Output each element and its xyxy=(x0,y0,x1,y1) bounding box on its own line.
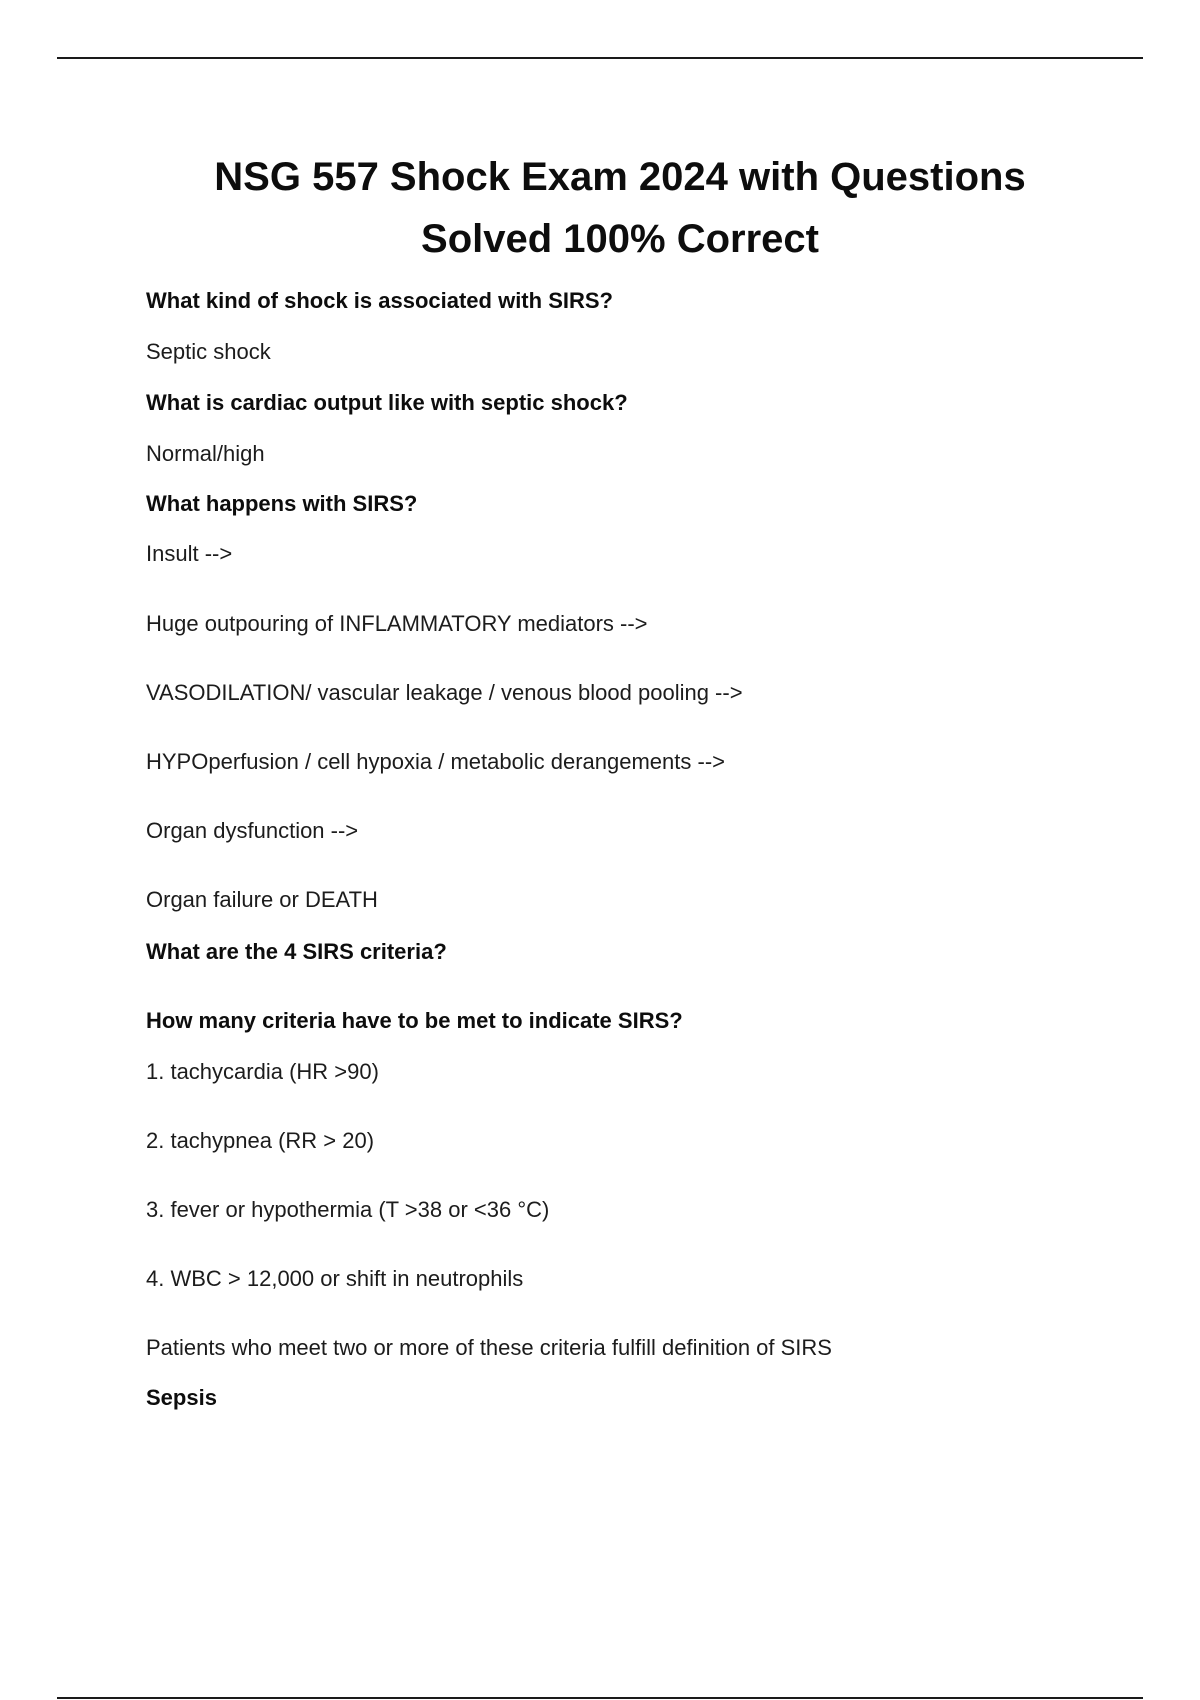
answer-step-vasodilation: VASODILATION/ vascular leakage / venous blood pooling --> xyxy=(146,680,743,705)
answer-normal-high: Normal/high xyxy=(146,441,265,466)
answer-criterion-4: 4. WBC > 12,000 or shift in neutrophils xyxy=(146,1266,524,1291)
question-cardiac-output: What is cardiac output like with septic shock? xyxy=(146,390,628,415)
question-sirs-criteria: What are the 4 SIRS criteria? xyxy=(146,939,447,964)
question-criteria-count: How many criteria have to be met to indicate SIRS? xyxy=(146,1008,683,1033)
answer-septic-shock: Septic shock xyxy=(146,339,271,364)
answer-sirs-definition: Patients who meet two or more of these criteria fulfill definition of SIRS xyxy=(146,1335,832,1360)
question-what-happens-sirs: What happens with SIRS? xyxy=(146,491,418,516)
header-rule xyxy=(57,57,1143,59)
answer-step-hypoperfusion: HYPOperfusion / cell hypoxia / metabolic derangements --> xyxy=(146,749,726,774)
answer-criterion-2: 2. tachypnea (RR > 20) xyxy=(146,1128,375,1153)
title-line-2: Solved 100% Correct xyxy=(421,217,819,261)
answer-criterion-1: 1. tachycardia (HR >90) xyxy=(146,1059,379,1084)
answer-step-organ-dysfunction: Organ dysfunction --> xyxy=(146,818,359,843)
question-shock-sirs: What kind of shock is associated with SIRS? xyxy=(146,288,613,313)
footer-rule xyxy=(57,1697,1143,1699)
document-title xyxy=(100,146,1140,270)
answer-step-insult: Insult --> xyxy=(146,541,233,566)
answer-step-inflammatory: Huge outpouring of INFLAMMATORY mediators --> xyxy=(146,611,648,636)
answer-step-organ-failure: Organ failure or DEATH xyxy=(146,887,378,912)
answer-criterion-3: 3. fever or hypothermia (T >38 or <36 °C) xyxy=(146,1197,550,1222)
question-sepsis: Sepsis xyxy=(146,1385,217,1410)
title-line-1: NSG 557 Shock Exam 2024 with Questions xyxy=(214,155,1026,199)
